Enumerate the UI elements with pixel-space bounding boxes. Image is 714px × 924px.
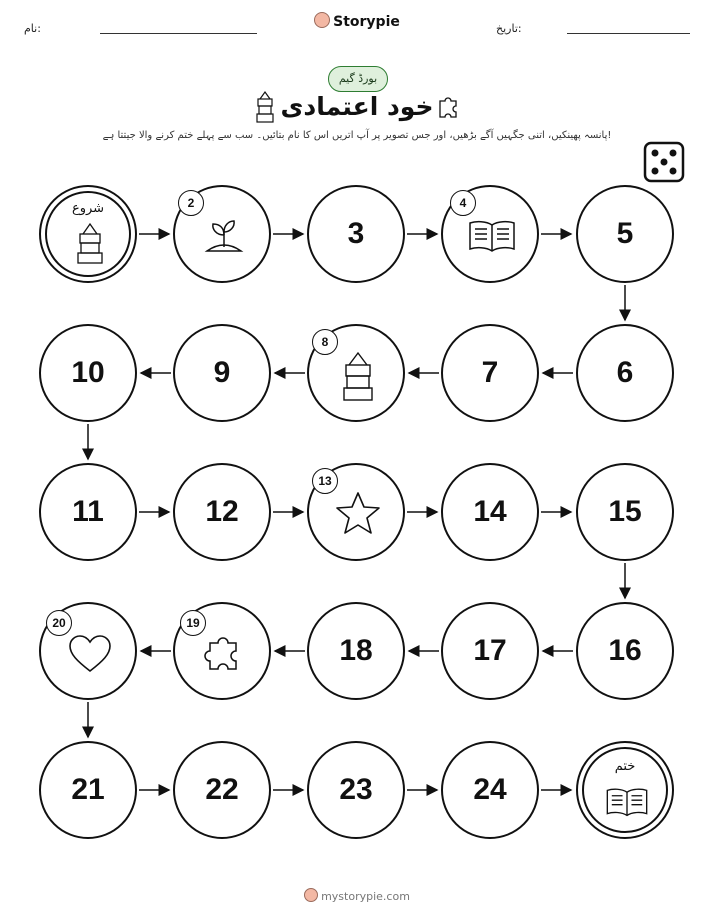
- block-tower-icon: [75, 221, 105, 265]
- space-number: 9: [213, 356, 231, 389]
- board-space-19[interactable]: [173, 602, 271, 700]
- board-space-11[interactable]: [39, 463, 137, 561]
- end-label: ختم: [614, 759, 636, 774]
- space-number: 14: [473, 495, 507, 528]
- board-space-5[interactable]: [576, 185, 674, 283]
- space-number: 22: [205, 773, 239, 806]
- footer-url[interactable]: mystorypie.com: [321, 890, 410, 903]
- board-space-6[interactable]: [576, 324, 674, 422]
- space-number-badge: 4: [450, 190, 476, 216]
- open-book-icon: [603, 785, 651, 819]
- board-space-17[interactable]: [441, 602, 539, 700]
- space-number-badge: 2: [178, 190, 204, 216]
- board-space-23[interactable]: [307, 741, 405, 839]
- board-space-start[interactable]: [39, 185, 137, 283]
- board-space-end[interactable]: [576, 741, 674, 839]
- board-space-24[interactable]: [441, 741, 539, 839]
- space-number: 6: [616, 356, 634, 389]
- board-space-3[interactable]: [307, 185, 405, 283]
- space-number-badge: 19: [180, 610, 206, 636]
- board-space-18[interactable]: [307, 602, 405, 700]
- board-space-12[interactable]: [173, 463, 271, 561]
- space-number-badge: 20: [46, 610, 72, 636]
- space-number: 3: [347, 217, 365, 250]
- space-number: 12: [205, 495, 239, 528]
- space-number-badge: 13: [312, 468, 338, 494]
- board-space-7[interactable]: [441, 324, 539, 422]
- space-number: 23: [339, 773, 373, 806]
- footer: [0, 888, 714, 903]
- mascot-icon: [304, 888, 318, 902]
- space-number: 7: [481, 356, 499, 389]
- space-number: 10: [71, 356, 105, 389]
- instructions: پانسہ پھینکیں، اتنی جگہیں آگے بڑھیں، اور جس تصویر پر آپ اتریں اس کا نام بتائیں۔ سب سے پہلے ختم کرنے والا جیتتا ہے!: [102, 130, 612, 141]
- board-game-badge: بورڈ گیم: [328, 66, 388, 92]
- board-space-4[interactable]: [441, 185, 539, 283]
- board-space-22[interactable]: [173, 741, 271, 839]
- space-number: 16: [608, 634, 642, 667]
- board-space-16[interactable]: [576, 602, 674, 700]
- name-label: نام:: [24, 22, 41, 35]
- block-tower-icon: [341, 350, 375, 402]
- board-space-20[interactable]: [39, 602, 137, 700]
- board-space-14[interactable]: [441, 463, 539, 561]
- space-number-badge: 8: [312, 329, 338, 355]
- heart-icon: [67, 634, 113, 674]
- space-number: 24: [473, 773, 507, 806]
- page-title: خود اعتمادی: [280, 92, 434, 121]
- space-number: 11: [72, 495, 104, 528]
- open-book-icon: [466, 217, 518, 255]
- star-icon: [334, 490, 382, 536]
- board-space-8[interactable]: [307, 324, 405, 422]
- board-space-21[interactable]: [39, 741, 137, 839]
- board-space-15[interactable]: [576, 463, 674, 561]
- space-number: 5: [616, 217, 634, 250]
- sprout-icon: [203, 215, 245, 257]
- space-number: 21: [71, 773, 105, 806]
- space-number: 17: [473, 634, 507, 667]
- brand-name: Storypie: [333, 14, 400, 30]
- puzzle-piece-icon: [203, 632, 245, 674]
- board-space-10[interactable]: [39, 324, 137, 422]
- board-space-9[interactable]: [173, 324, 271, 422]
- space-number: 15: [608, 495, 642, 528]
- date-label: تاریخ:: [496, 22, 522, 35]
- space-number: 18: [339, 634, 373, 667]
- start-label: شروع: [71, 201, 105, 216]
- board-space-13[interactable]: [307, 463, 405, 561]
- board-space-2[interactable]: [173, 185, 271, 283]
